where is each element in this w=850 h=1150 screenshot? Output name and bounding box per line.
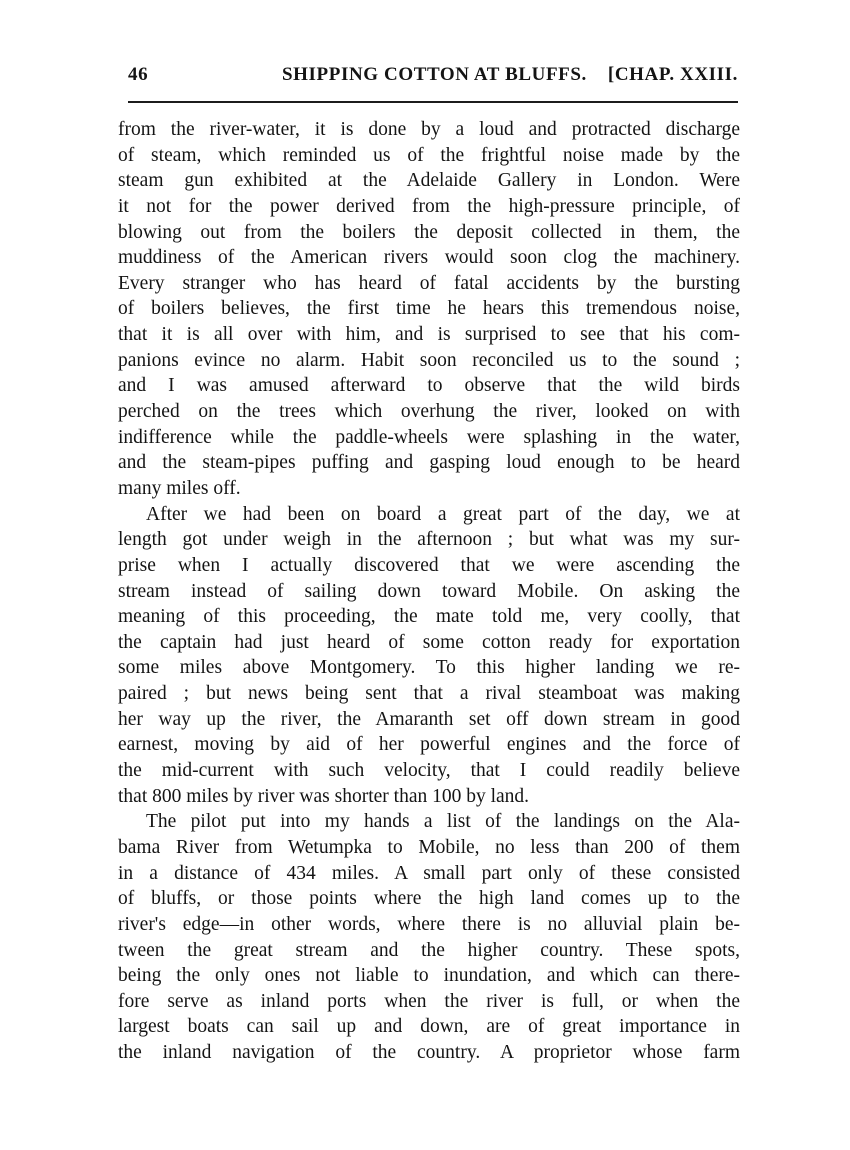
text-line: it not for the power derived from the high-pressure principle, of <box>118 195 740 217</box>
text-line: panions evince no alarm. Habit soon reconciled us to the sound ; <box>118 349 740 371</box>
text-line: bama River from Wetumpka to Mobile, no less than 200 of them <box>118 836 740 858</box>
text-line: that 800 miles by river was shorter than 100 by land. <box>118 785 530 807</box>
text-line: meaning of this proceeding, the mate told me, very coolly, that <box>118 606 740 628</box>
text-line: the captain had just heard of some cotton ready for exportation <box>118 631 740 653</box>
text-line: tween the great stream and the higher country. These spots, <box>118 939 740 961</box>
text-line: of steam, which reminded us of the frightful noise made by the <box>118 144 740 166</box>
text-line: of boilers believes, the first time he hears this tremendous noise, <box>118 298 740 320</box>
text-line: stream instead of sailing down toward Mobile. On asking the <box>118 580 740 602</box>
text-line: some miles above Montgomery. To this higher landing we re- <box>118 657 740 679</box>
text-line: from the river-water, it is done by a loud and protracted discharge <box>118 119 740 140</box>
text-line: largest boats can sail up and down, are of great importance in <box>118 1016 740 1038</box>
text-line: the mid-current with such velocity, that I could readily believe <box>118 760 740 782</box>
text-line: river's edge—in other words, where there is no alluvial plain be- <box>118 913 740 935</box>
text-line: that it is all over with him, and is surprised to see that his com- <box>118 324 740 346</box>
chapter-label: [CHAP. XXIII. <box>607 64 738 85</box>
text-line: the inland navigation of the country. A proprietor whose farm <box>118 1042 740 1064</box>
text-line: of bluffs, or those points where the high land comes up to the <box>118 888 740 910</box>
text-line: After we had been on board a great part of the day, we at <box>146 503 740 525</box>
text-line: in a distance of 434 miles. A small part only of these consisted <box>118 862 740 884</box>
text-line: perched on the trees which overhung the river, looked on with <box>118 401 740 423</box>
text-line: length got under weigh in the afternoon ; but what was my sur- <box>118 529 740 551</box>
text-line: The pilot put into my hands a list of the landings on the Ala- <box>146 811 740 833</box>
text-line: indifference while the paddle-wheels were splashing in the water, <box>118 426 740 448</box>
text-line: her way up the river, the Amaranth set off down stream in good <box>118 708 740 730</box>
body-text <box>118 117 740 1066</box>
text-line: paired ; but news being sent that a rival steamboat was making <box>118 683 740 705</box>
text-line: and the steam-pipes puffing and gasping loud enough to be heard <box>118 452 740 474</box>
text-line: muddiness of the American rivers would soon clog the machinery. <box>118 247 740 269</box>
text-line: many miles off. <box>118 477 241 499</box>
text-line: prise when I actually discovered that we were ascending the <box>118 554 740 576</box>
text-line: Every stranger who has heard of fatal accidents by the bursting <box>118 272 740 294</box>
text-line: being the only ones not liable to inundation, and which can there- <box>118 965 740 987</box>
running-title: SHIPPING COTTON AT BLUFFS. <box>282 64 587 85</box>
running-head <box>128 64 738 94</box>
text-line: blowing out from the boilers the deposit collected in them, the <box>118 221 740 243</box>
text-line: and I was amused afterward to observe that the wild birds <box>118 375 740 397</box>
text-line: steam gun exhibited at the Adelaide Gallery in London. Were <box>118 170 740 192</box>
text-line: earnest, moving by aid of her powerful engines and the force of <box>118 734 740 756</box>
text-line: fore serve as inland ports when the river is full, or when the <box>118 990 740 1012</box>
header-rule <box>128 101 738 103</box>
page-number: 46 <box>128 64 149 85</box>
